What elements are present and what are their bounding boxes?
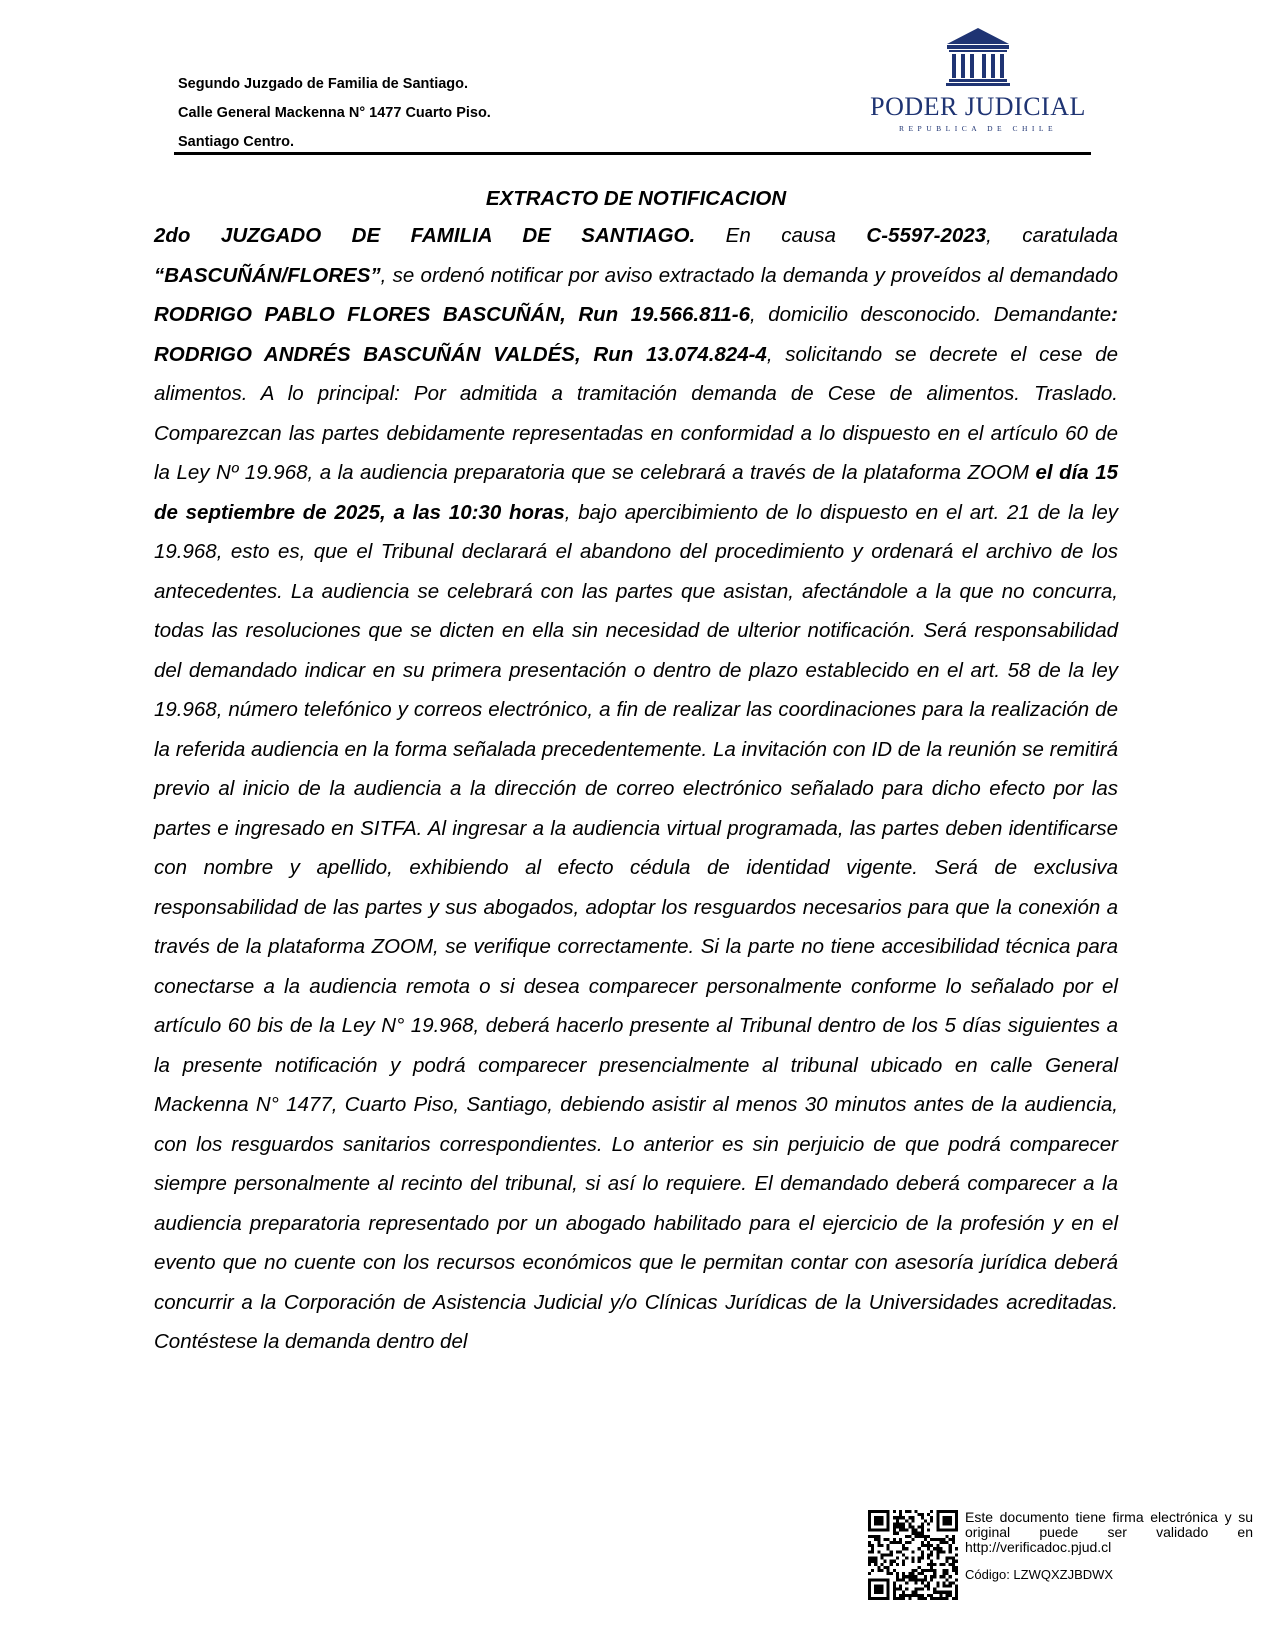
verification-text: Este documento tiene firma electrónica y su original puede ser validado en http://verificadoc.pjud.cl	[965, 1509, 1253, 1555]
body-text-run: , domicilio desconocido. Demandante	[750, 303, 1112, 326]
verification-code: Código: LZWQXZJBDWX	[965, 1567, 1114, 1582]
courthouse-icon	[868, 26, 1088, 90]
body-text-run: , caratulada	[986, 224, 1118, 247]
document-title: EXTRACTO DE NOTIFICACION	[485, 187, 787, 210]
verification-note	[965, 1510, 1253, 1582]
body-emphasis: C-5597-2023	[866, 224, 987, 247]
body-text-run: , bajo apercibimiento de lo dispuesto en el art. 21 de la ley 19.968, esto es, que el Tribunal declarará el abandono del procedimiento y ordenará el archivo de los antecedentes. La audiencia se celebrará con las partes que asistan, afectándole a la que no concurra, todas las resoluciones que se dicten en ella sin necesidad de ulterior notificación. Será responsabilidad del demandado indicar en su primera presentación o dentro de plazo establecido en el art. 58 de la ley 19.968, número telefónico y correos electrónico, a fin de realizar las coordinaciones para la realización de la referida audiencia en la forma señalada precedentemente. La invitación con ID de la reunión se remitirá previo al inicio de la audiencia a la dirección de correo electrónico señalado para dicho efecto por las partes e ingresado en SITFA. Al ingresar a la audiencia virtual programada, las partes deben identificarse con nombre y apellido, exhibiendo al efecto cédula de identidad vigente. Será de exclusiva responsabilidad de las partes y sus abogados, adoptar los resguardos necesarios para que la conexión a través de la plataforma ZOOM, se verifique correctamente. Si la parte no tiene accesibilidad técnica para conectarse a la audiencia remota o si desea comparecer personalmente conforme lo señalado por el artículo 60 bis de la Ley N° 19.968, deberá hacerlo presente al Tribunal dentro de los 5 días siguientes a la presente notificación y podrá comparecer presencialmente al tribunal ubicado en calle General Mackenna N° 1477, Cuarto Piso, Santiago, debiendo asistir al menos 30 minutos antes de la audiencia, con los resguardos sanitarios correspondientes. Lo anterior es sin perjuicio de que podrá comparecer siempre personalmente al recinto del tribunal, si así lo requiere. El demandado deberá comparecer a la audiencia preparatoria representado por un abogado habilitado para el ejercicio de la profesión y en el evento que no cuente con los recursos económicos que le permitan contar con asesoría jurídica deberá concurrir a la Corporación de Asistencia Judicial y/o Clínicas Jurídicas de la Universidades acreditadas. Contéstese la demanda dentro del	[154, 500, 1118, 1353]
qr-code-icon	[868, 1510, 958, 1600]
court-address-block	[178, 70, 491, 157]
document-body	[154, 216, 1118, 1362]
body-emphasis: 2do JUZGADO DE FAMILIA DE SANTIAGO.	[154, 224, 696, 247]
court-street: Calle General Mackenna N° 1477 Cuarto Piso.	[178, 105, 491, 121]
body-text-run: En causa	[695, 224, 867, 247]
body-emphasis: RODRIGO PABLO FLORES BASCUÑÁN, Run 19.566.811-6	[154, 303, 751, 326]
body-text-run: , solicitando se decrete el cese de alimentos. A lo principal: Por admitida a tramitación demanda de Cese de alimentos. Traslado. Comparezcan las partes debidamente representadas en conformidad a lo dispuesto en el artículo 60 de la Ley Nº 19.968, a la audiencia preparatoria que se celebrará a través de la plataforma ZOOM	[154, 342, 1118, 484]
court-city: Santiago Centro.	[178, 134, 295, 150]
body-emphasis: “BASCUÑÁN/FLORES”	[154, 263, 381, 287]
court-name: Segundo Juzgado de Familia de Santiago.	[178, 76, 469, 92]
body-emphasis: el día 15 de septiembre de 2025, a las 10:30 horas	[154, 461, 1118, 524]
header-divider	[174, 152, 1091, 155]
body-text-run: , se ordenó notificar por aviso extractado la demanda y proveídos al demandado	[380, 263, 1118, 287]
logo-subtitle: REPUBLICA DE CHILE	[898, 124, 1058, 133]
body-emphasis: : RODRIGO ANDRÉS BASCUÑÁN VALDÉS, Run 13.074.824-4	[154, 303, 1118, 366]
poder-judicial-logo	[868, 26, 1088, 136]
logo-name: PODER JUDICIAL	[870, 92, 1086, 121]
